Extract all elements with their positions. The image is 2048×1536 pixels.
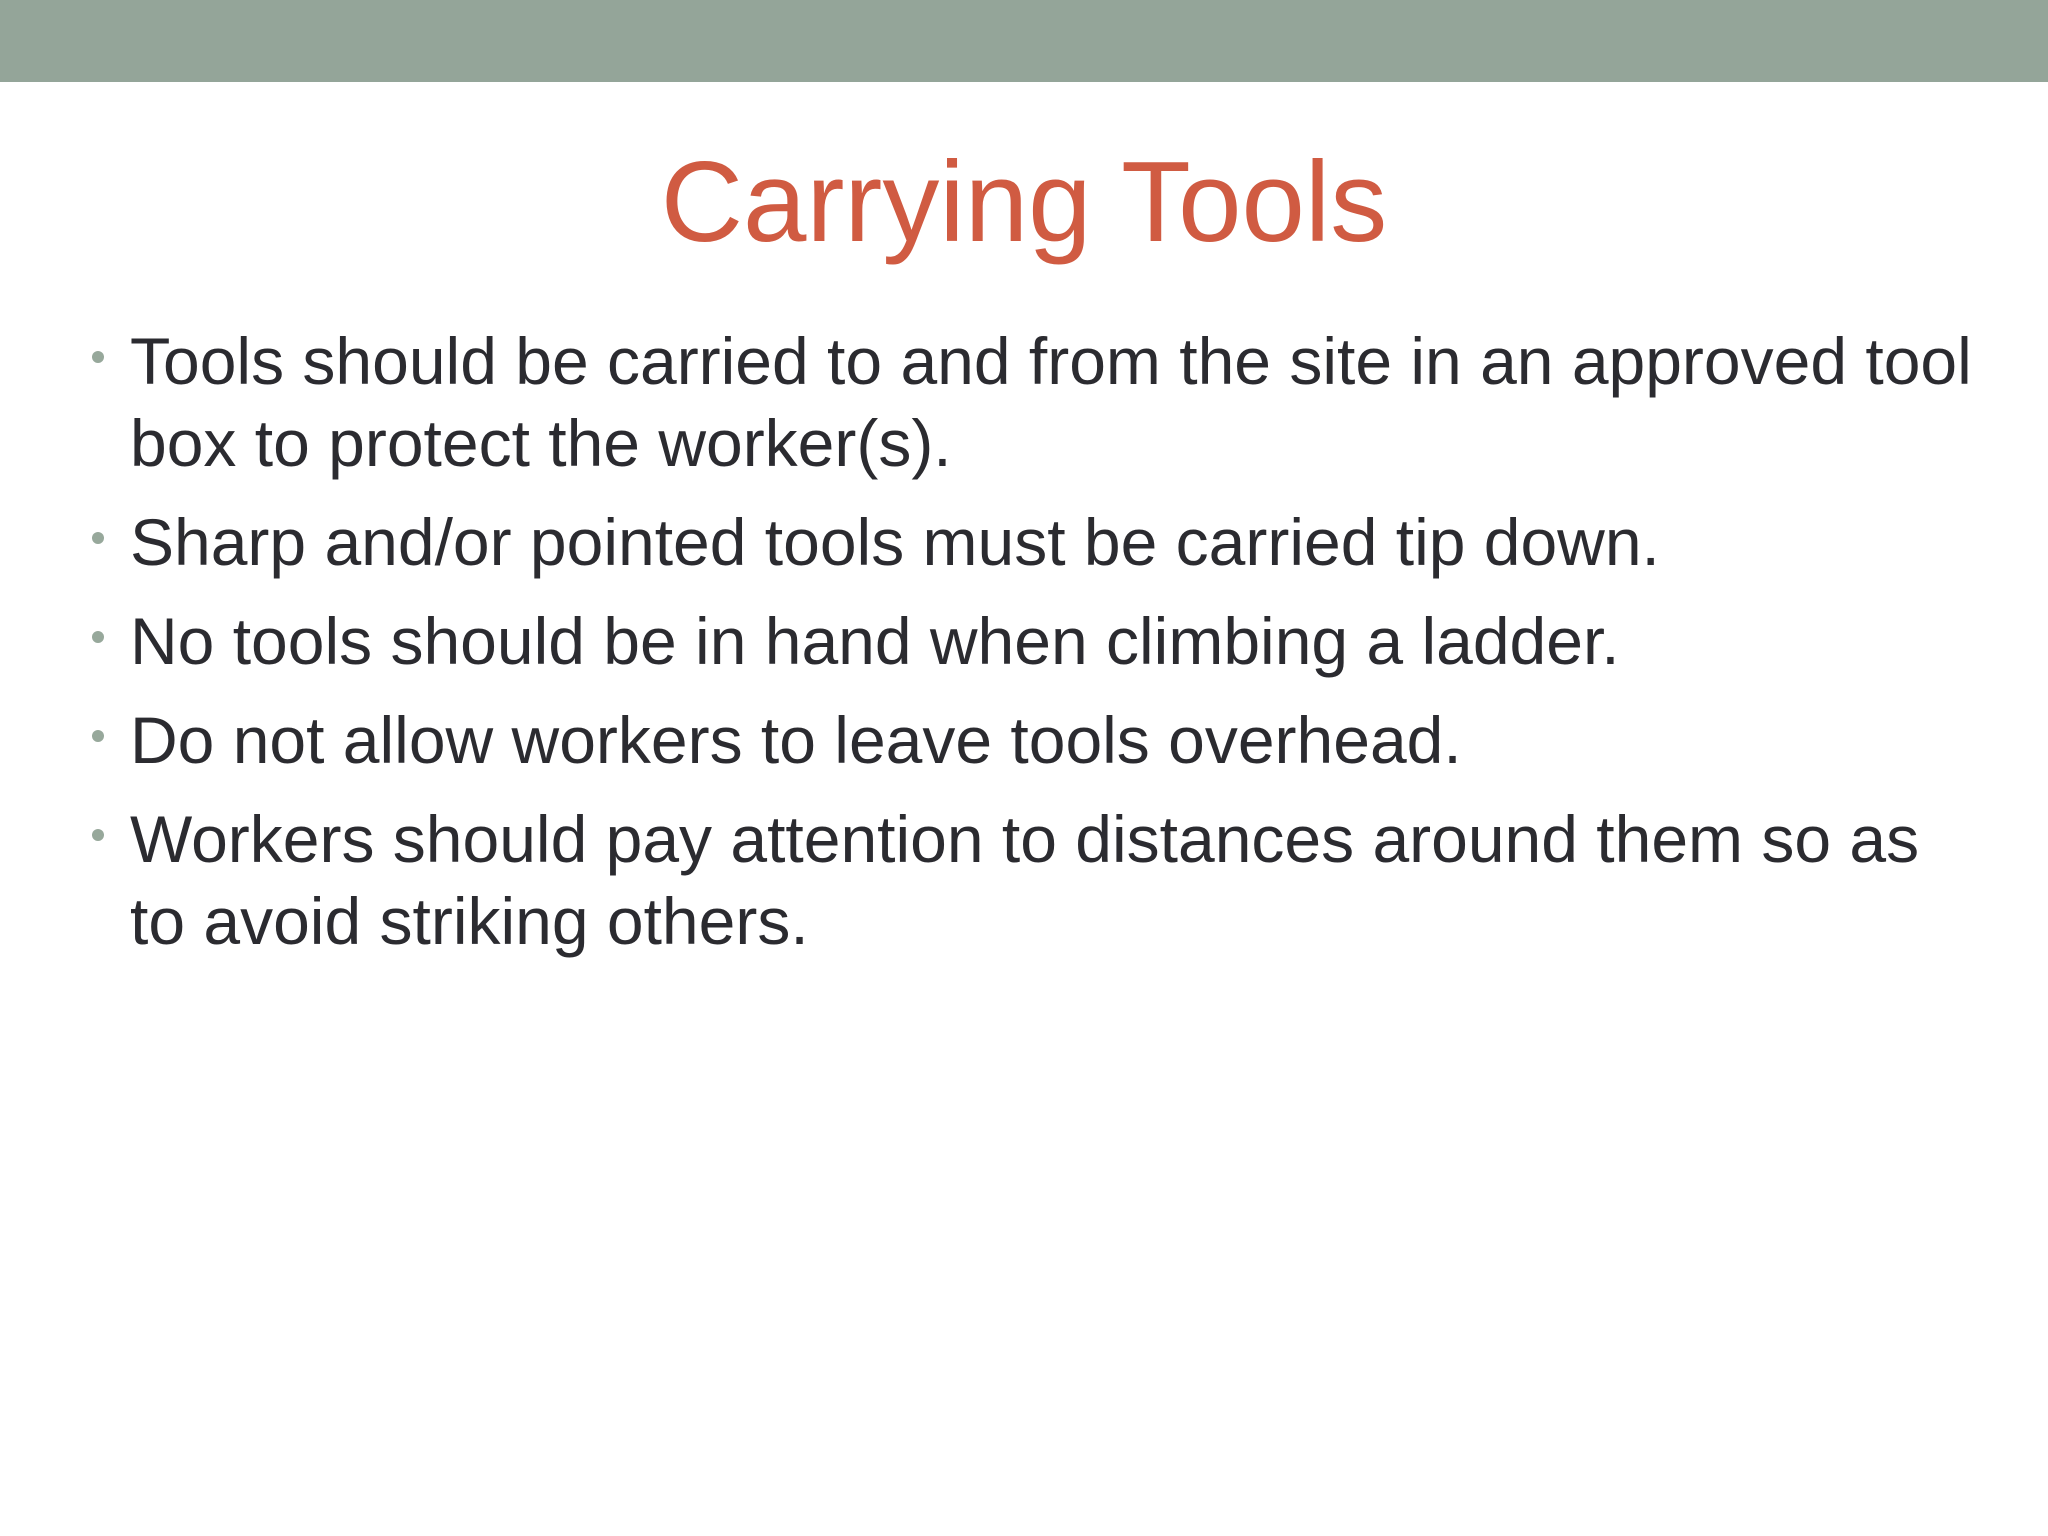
bullet-dot-icon [92,730,104,742]
bullet-text: No tools should be in hand when climbing a ladder. [130,604,1620,678]
bullet-dot-icon [92,532,104,544]
bullet-item [86,699,1986,781]
bullet-text: Do not allow workers to leave tools overhead. [130,703,1462,777]
top-accent-band [0,0,2048,82]
bullet-dot-icon [92,631,104,643]
slide-title: Carrying Tools [660,139,1388,266]
bullet-item [86,320,1986,484]
bullet-item [86,600,1986,682]
bullet-list [86,320,1986,979]
bullet-text: Workers should pay attention to distances around them so as to avoid striking others. [130,802,1920,958]
bullet-dot-icon [92,829,104,841]
bullet-item [86,501,1986,583]
bullet-text: Sharp and/or pointed tools must be carried tip down. [130,505,1660,579]
bullet-dot-icon [92,351,104,363]
bullet-item [86,798,1986,962]
bullet-text: Tools should be carried to and from the site in an approved tool box to protect the worker(s). [130,324,1972,480]
